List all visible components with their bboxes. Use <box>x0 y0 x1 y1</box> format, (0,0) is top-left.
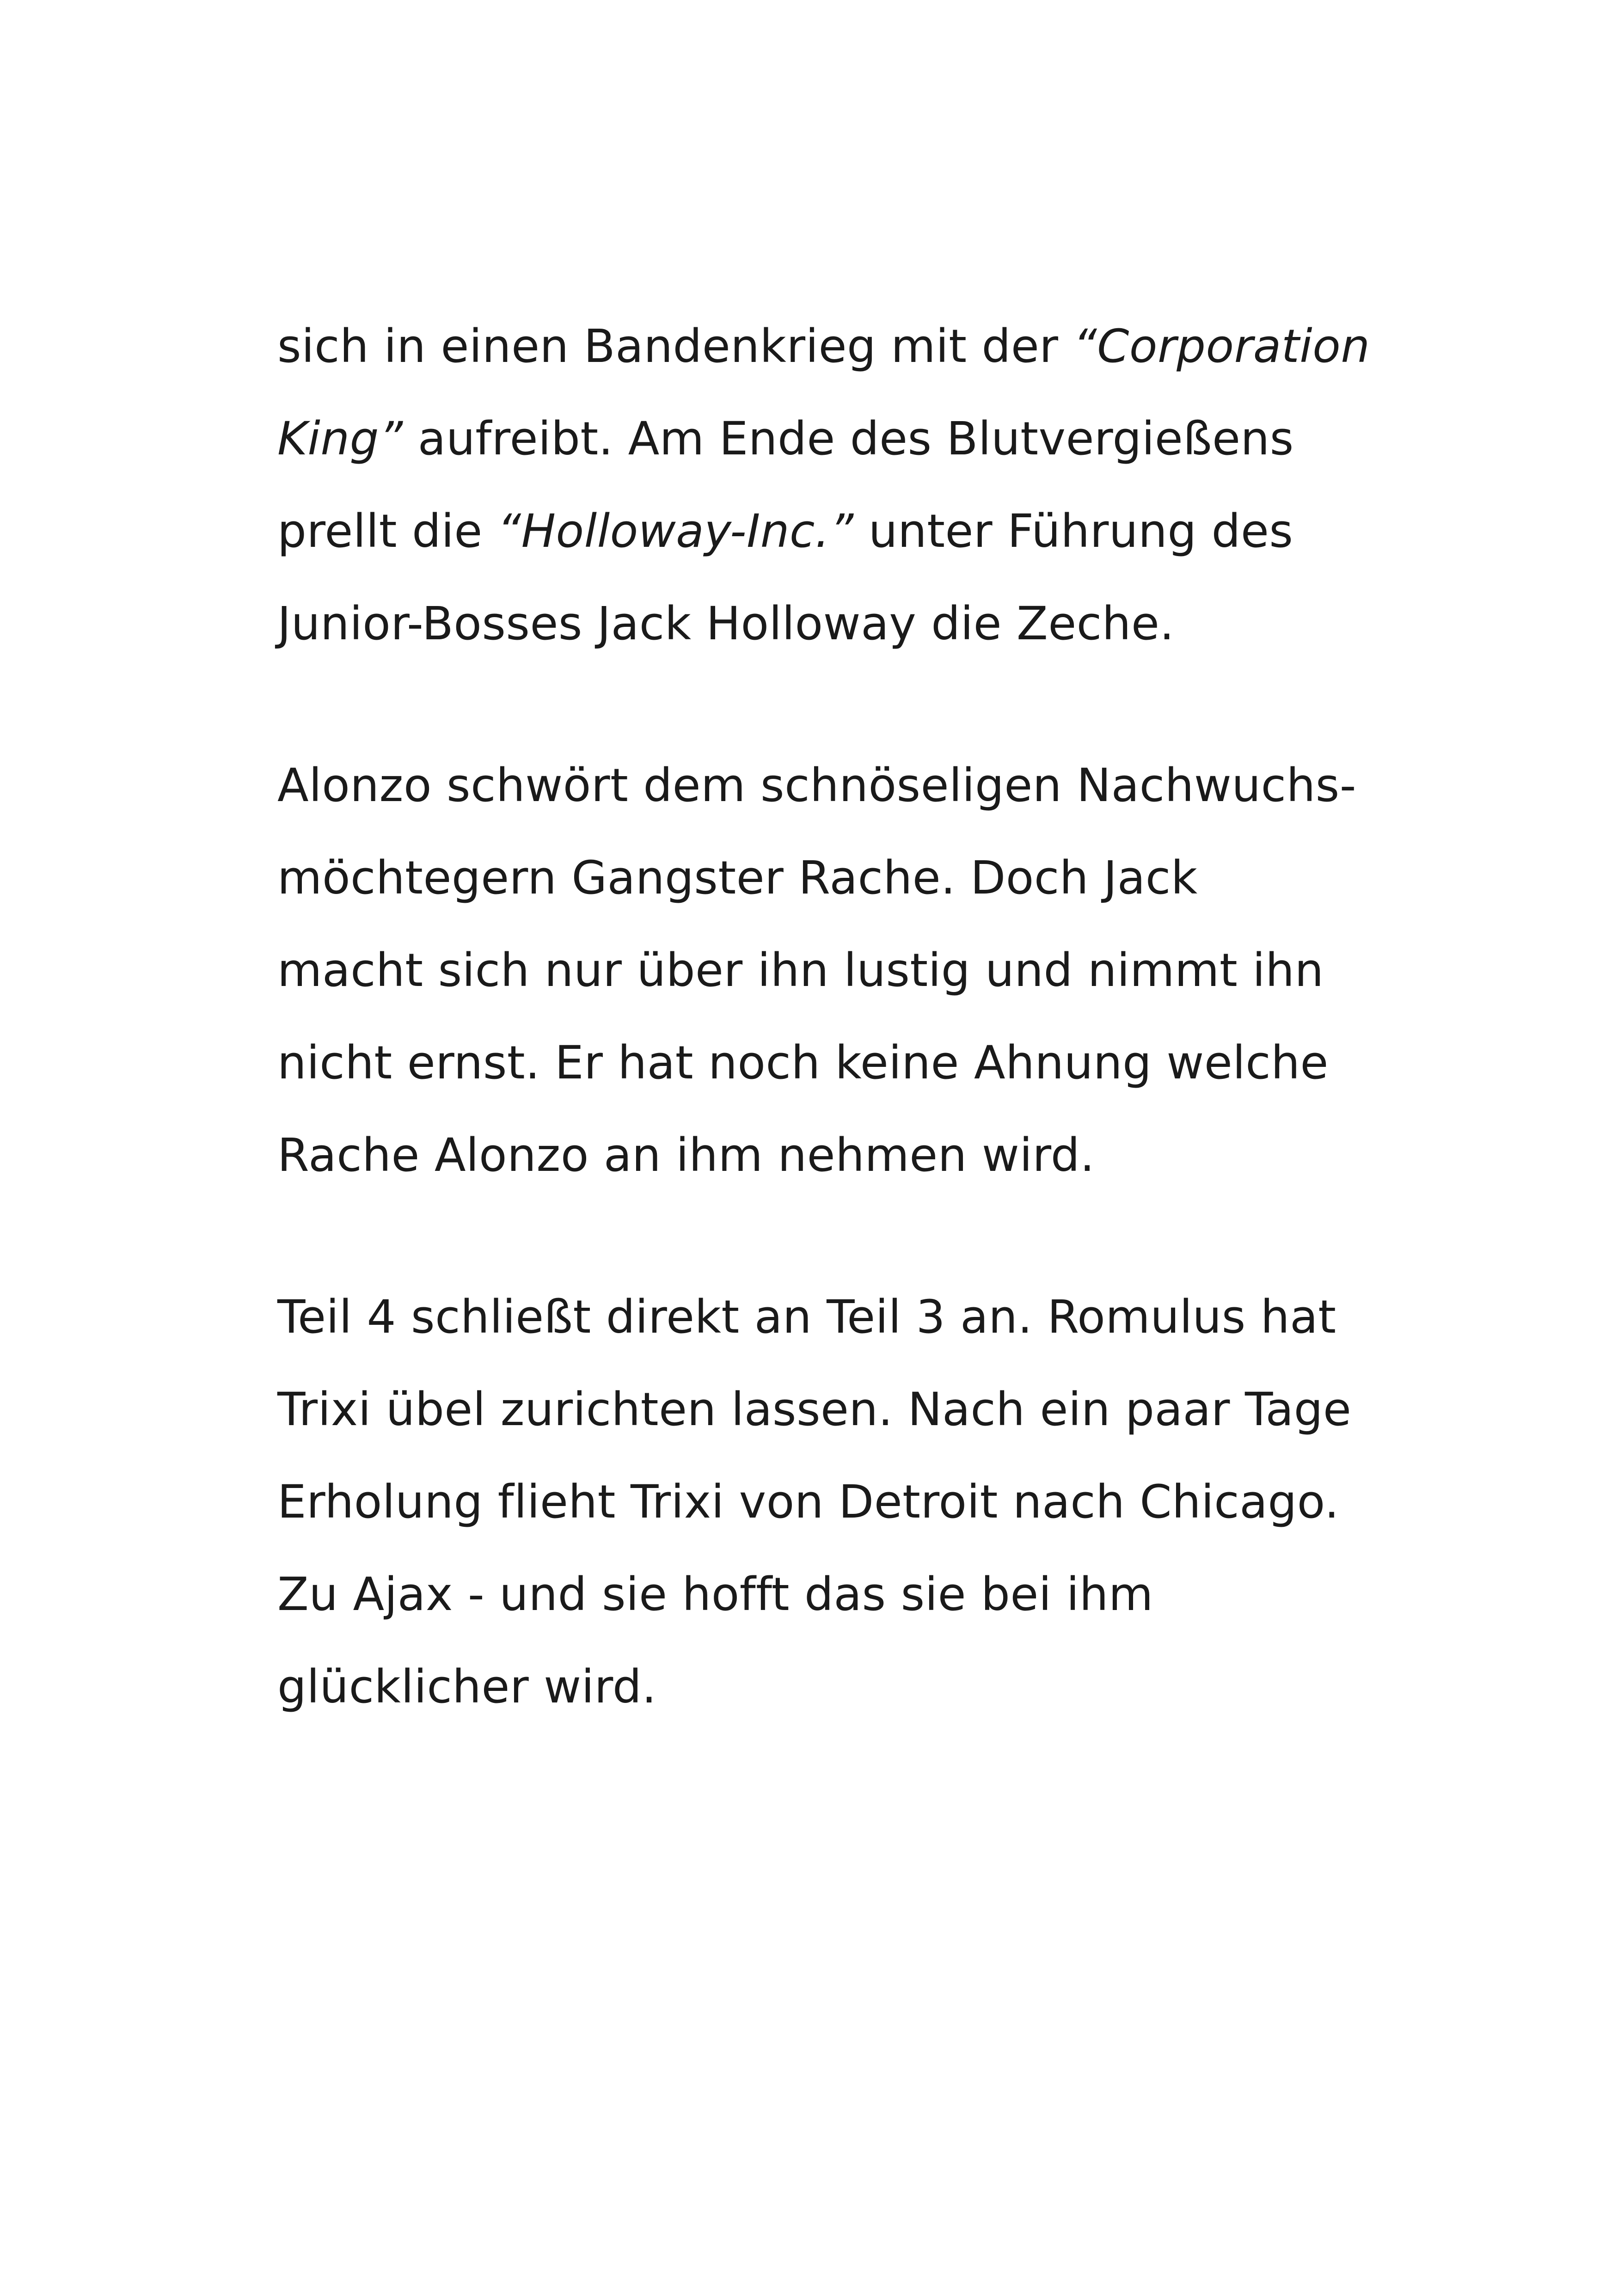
text-segment: nicht ernst. Er hat noch keine Ahnung welche <box>277 1036 1329 1090</box>
text-segment: Zu Ajax - und sie hofft das sie bei ihm <box>277 1568 1153 1621</box>
text-line <box>277 1475 1387 1530</box>
text-segment: unter Führung des <box>853 505 1293 558</box>
text-segment: Alonzo schwört dem schnöseligen Nachwuchs- <box>277 759 1357 812</box>
text-segment: macht sich nur über ihn lustig und nimmt ihn <box>277 944 1324 997</box>
text-segment: Trixi übel zurichten lassen. Nach ein paar Tage <box>277 1383 1352 1436</box>
text-line <box>277 596 1387 652</box>
text-line <box>277 758 1387 814</box>
italic-text-segment: “Corporation <box>1073 320 1370 373</box>
text-line <box>277 1567 1387 1623</box>
text-segment: Erholung flieht Trixi von Detroit nach Chicago. <box>277 1476 1340 1529</box>
text-line <box>277 1382 1387 1438</box>
italic-text-segment: “Holloway-Inc.” <box>497 505 854 558</box>
text-segment: sich in einen Bandenkrieg mit der <box>277 320 1073 373</box>
text-segment: prellt die <box>277 505 497 558</box>
text-segment: Rache Alonzo an ihm nehmen wird. <box>277 1129 1095 1182</box>
text-line <box>277 504 1387 559</box>
text-line <box>277 1035 1387 1091</box>
text-segment: möchtegern Gangster Rache. Doch Jack <box>277 851 1198 905</box>
text-segment: glücklicher wird. <box>277 1660 657 1714</box>
text-line <box>277 411 1387 467</box>
text-line <box>277 1659 1387 1715</box>
text-line <box>277 851 1387 906</box>
text-segment: Junior-Bosses Jack Holloway die Zeche. <box>277 597 1175 650</box>
text-segment: aufreibt. Am Ende des Blutvergießens <box>403 412 1294 465</box>
text-segment: Teil 4 schließt direkt an Teil 3 an. Romulus hat <box>277 1291 1336 1344</box>
text-line <box>277 1290 1387 1345</box>
text-line <box>277 943 1387 998</box>
text-line <box>277 1128 1387 1183</box>
italic-text-segment: King” <box>277 412 403 465</box>
text-line <box>277 319 1387 374</box>
